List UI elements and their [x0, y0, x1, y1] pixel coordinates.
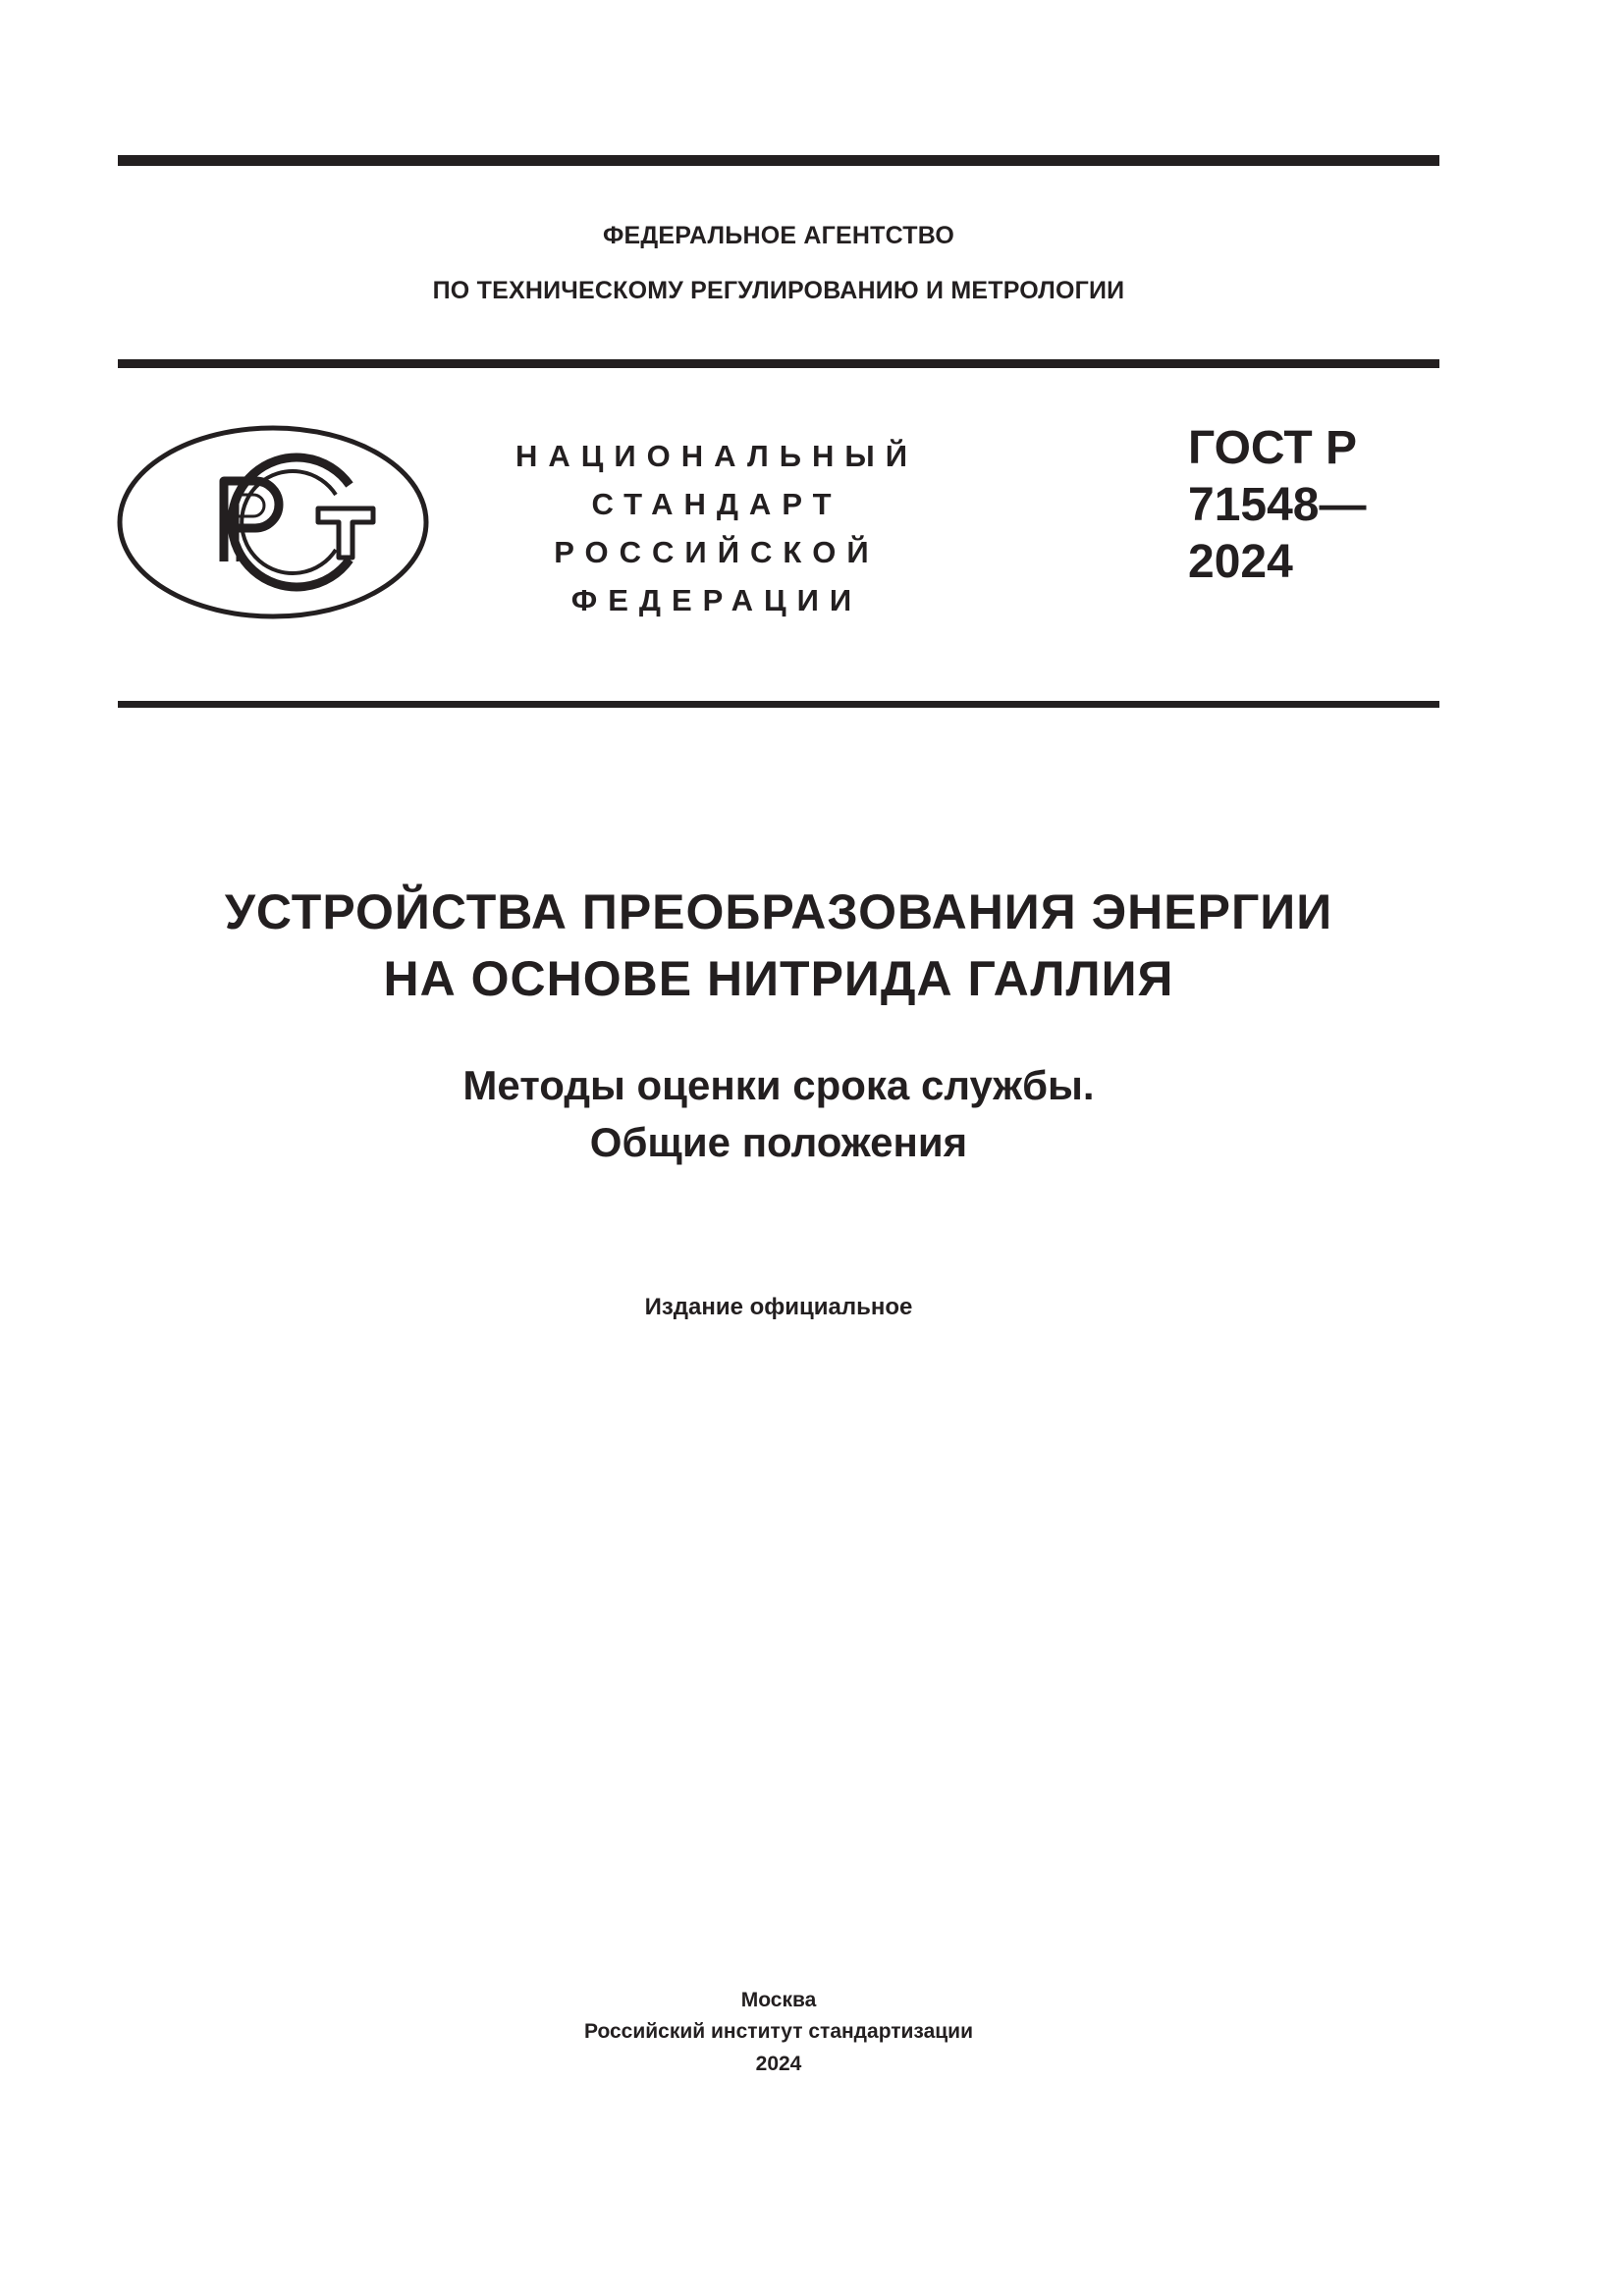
title-divider — [118, 701, 1439, 708]
rst-logo-icon — [116, 424, 430, 620]
standard-type-line-4: ФЕДЕРАЦИИ — [570, 583, 863, 617]
standard-designation — [1188, 420, 1366, 591]
document-subtitle-line-2: Общие положения — [589, 1119, 968, 1165]
designation-line-3: 2024 — [1188, 536, 1293, 588]
document-title-line-1: УСТРОЙСТВА ПРЕОБРАЗОВАНИЯ ЭНЕРГИИ — [224, 884, 1333, 939]
imprint-year: 2024 — [755, 2053, 802, 2075]
standard-type — [511, 432, 923, 624]
standard-type-line-2: СТАНДАРТ — [591, 487, 842, 521]
agency-name-line-1: ФЕДЕРАЛЬНОЕ АГЕНТСТВО — [603, 222, 954, 249]
standard-type-line-3: РОССИЙСКОЙ — [554, 535, 880, 569]
designation-line-2: 71548— — [1188, 479, 1367, 531]
top-divider — [118, 155, 1439, 166]
imprint-city: Москва — [740, 1989, 817, 2011]
agency-name-line-2: ПО ТЕХНИЧЕСКОМУ РЕГУЛИРОВАНИЮ И МЕТРОЛОГИИ — [432, 277, 1125, 304]
standard-type-line-1: НАЦИОНАЛЬНЫЙ — [514, 439, 919, 473]
edition-note: Издание официальное — [644, 1294, 913, 1320]
header-divider — [118, 359, 1439, 368]
imprint-publisher: Российский институт стандартизации — [583, 2020, 974, 2043]
designation-line-1: ГОСТ Р — [1188, 422, 1358, 474]
document-subtitle-line-1: Методы оценки срока службы. — [462, 1062, 1095, 1108]
document-title-line-2: НА ОСНОВЕ НИТРИДА ГАЛЛИЯ — [383, 951, 1174, 1006]
